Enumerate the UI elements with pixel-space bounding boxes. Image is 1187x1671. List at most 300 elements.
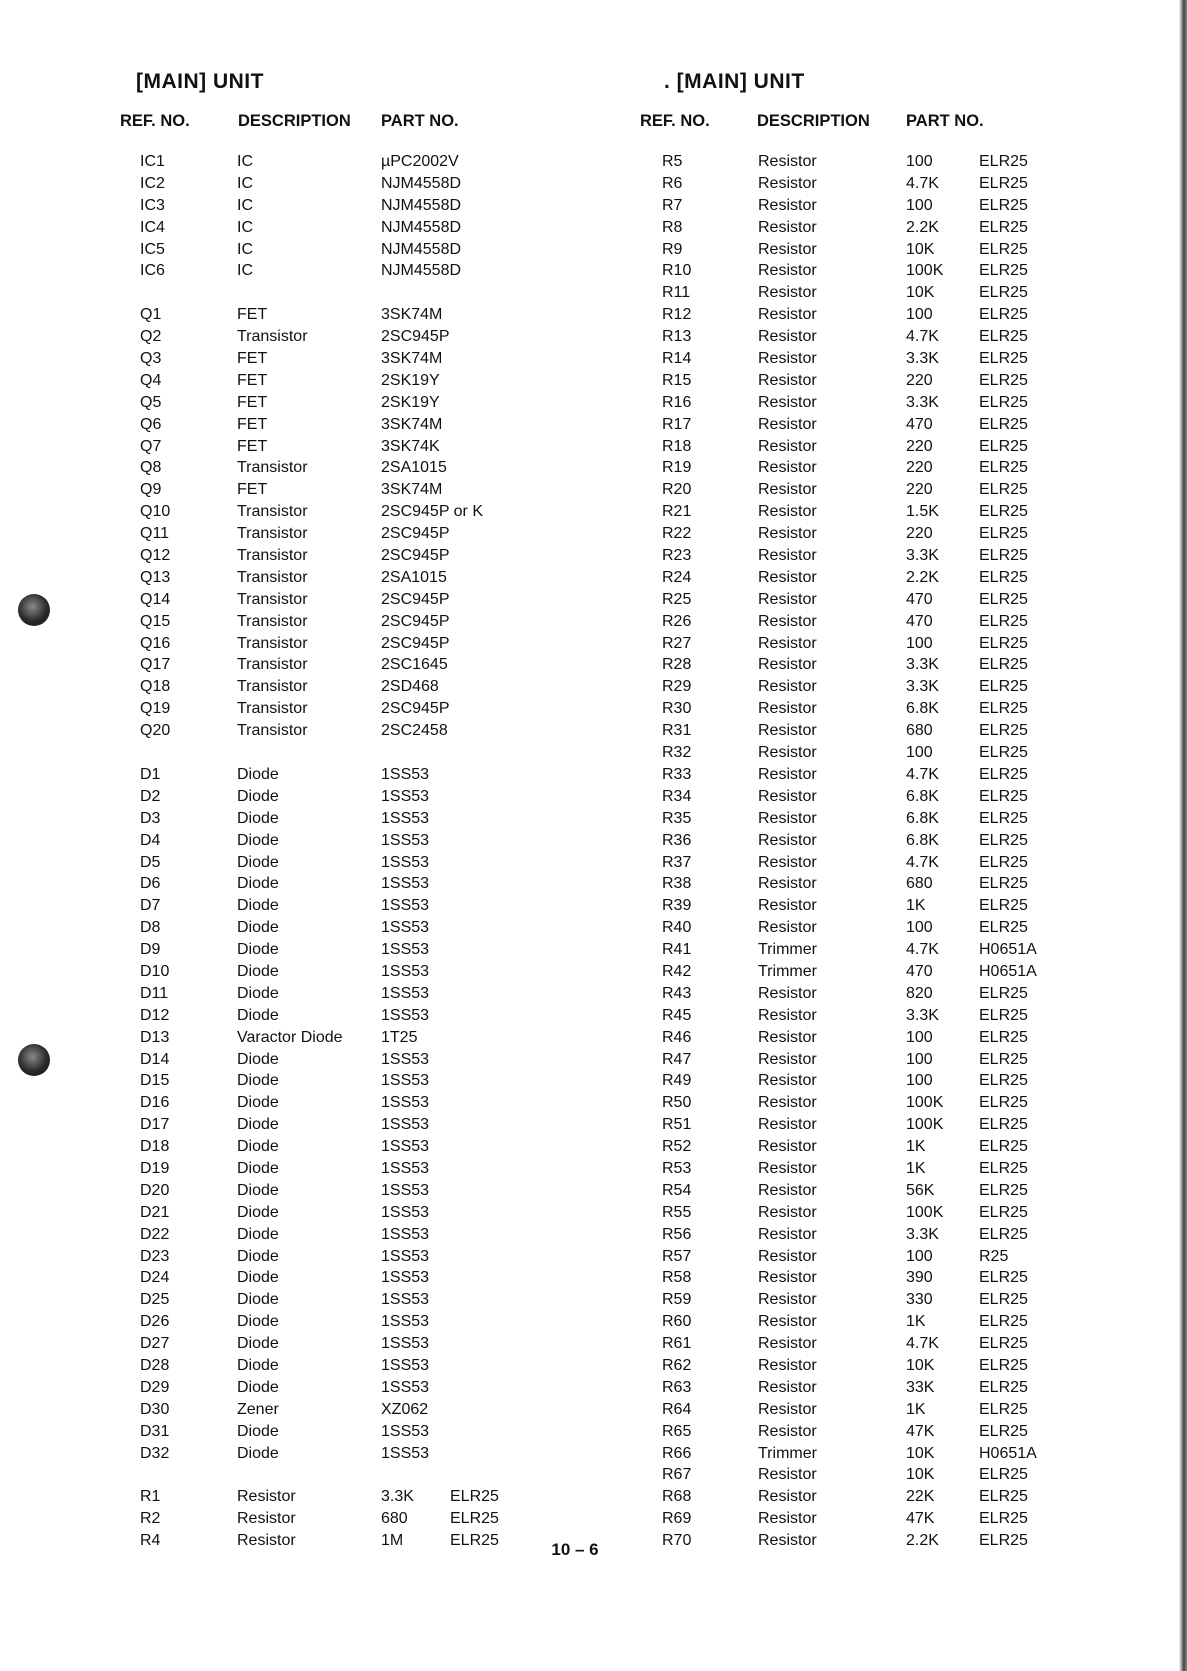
description-cell: Transistor (237, 568, 308, 586)
part-spec-cell: ELR25 (979, 459, 1028, 477)
ref-no-cell: D16 (140, 1094, 170, 1112)
part-no-cell: 33K (906, 1378, 935, 1396)
ref-no-cell: R45 (662, 1006, 692, 1024)
description-cell: Diode (237, 962, 279, 980)
description-cell: Resistor (758, 634, 817, 652)
description-cell: FET (237, 393, 268, 411)
part-spec-cell: ELR25 (979, 481, 1028, 499)
part-no-cell: 1SS53 (381, 875, 430, 893)
ref-no-cell: D21 (140, 1203, 170, 1221)
part-no-cell: 1SS53 (381, 765, 430, 783)
description-cell: Diode (237, 919, 279, 937)
ref-no-cell: R64 (662, 1400, 692, 1418)
description-cell: Diode (237, 1116, 279, 1134)
part-spec-cell: ELR25 (979, 656, 1028, 674)
part-no-cell: 100K (906, 1203, 944, 1221)
ref-no-cell: R63 (662, 1378, 692, 1396)
ref-no-cell: Q12 (140, 547, 171, 565)
part-no-cell: 4.7K (906, 941, 939, 959)
description-cell: Resistor (758, 919, 817, 937)
description-cell: Resistor (758, 1116, 817, 1134)
part-spec-cell: ELR25 (979, 984, 1028, 1002)
part-spec-cell: ELR25 (979, 1094, 1028, 1112)
description-cell: Resistor (758, 1181, 817, 1199)
description-cell: Resistor (758, 1006, 817, 1024)
part-no-cell: 1SS53 (381, 809, 430, 827)
part-no-cell: 22K (906, 1488, 935, 1506)
part-no-cell: NJM4558D (381, 240, 462, 258)
ref-no-cell: Q15 (140, 612, 171, 630)
ref-no-cell: R13 (662, 328, 692, 346)
description-cell: IC (237, 174, 253, 192)
description-cell: Diode (237, 1094, 279, 1112)
part-no-cell: 820 (906, 984, 933, 1002)
ref-no-cell: D19 (140, 1159, 170, 1177)
part-no-cell: 1SS53 (381, 1378, 430, 1396)
part-no-cell: 220 (906, 459, 933, 477)
part-no-cell: 390 (906, 1269, 933, 1287)
part-no-cell: 4.7K (906, 853, 939, 871)
part-no-cell: 470 (906, 590, 933, 608)
part-spec-cell: ELR25 (979, 1291, 1028, 1309)
part-spec-cell: ELR25 (979, 809, 1028, 827)
description-cell: Diode (237, 1181, 279, 1199)
ref-no-cell: D13 (140, 1028, 170, 1046)
ref-no-cell: Q20 (140, 722, 171, 740)
ref-no-cell: Q10 (140, 503, 171, 521)
part-no-cell: 3.3K (906, 656, 939, 674)
ref-no-cell: D29 (140, 1378, 170, 1396)
ref-no-cell: D20 (140, 1181, 170, 1199)
part-no-cell: 100 (906, 306, 933, 324)
description-cell: Diode (237, 1247, 279, 1265)
description-cell: IC (237, 218, 253, 236)
part-no-cell: 4.7K (906, 174, 939, 192)
part-no-cell: 2SA1015 (381, 568, 447, 586)
ref-no-cell: Q8 (140, 459, 162, 477)
ref-no-cell: Q2 (140, 328, 162, 346)
part-no-cell: 10K (906, 1466, 935, 1484)
part-no-cell: 2SC945P (381, 328, 450, 346)
ref-no-cell: R58 (662, 1269, 692, 1287)
part-no-cell: 2SC945P (381, 547, 450, 565)
part-no-cell: 47K (906, 1422, 935, 1440)
part-spec-cell: ELR25 (979, 1335, 1028, 1353)
part-spec-cell: ELR25 (450, 1488, 499, 1506)
part-spec-cell: ELR25 (979, 1138, 1028, 1156)
description-cell: Diode (237, 984, 279, 1002)
header-description: DESCRIPTION (757, 112, 870, 130)
ref-no-cell: R27 (662, 634, 692, 652)
ref-no-cell: R25 (662, 590, 692, 608)
description-cell: Resistor (758, 678, 817, 696)
ref-no-cell: R52 (662, 1138, 692, 1156)
ref-no-cell: IC6 (140, 262, 165, 280)
part-spec-cell: ELR25 (450, 1510, 499, 1528)
description-cell: Resistor (758, 1400, 817, 1418)
description-cell: Diode (237, 875, 279, 893)
description-cell: FET (237, 415, 268, 433)
description-cell: Resistor (758, 744, 817, 762)
ref-no-cell: D15 (140, 1072, 170, 1090)
part-no-cell: 1SS53 (381, 1072, 430, 1090)
part-no-cell: 1SS53 (381, 962, 430, 980)
description-cell: FET (237, 481, 268, 499)
part-spec-cell: ELR25 (979, 700, 1028, 718)
description-cell: Diode (237, 809, 279, 827)
description-cell: Trimmer (758, 941, 817, 959)
part-no-cell: 2SC945P (381, 700, 450, 718)
part-no-cell: NJM4558D (381, 196, 462, 214)
part-no-cell: 1K (906, 1400, 926, 1418)
part-spec-cell: H0651A (979, 1444, 1037, 1462)
ref-no-cell: R57 (662, 1247, 692, 1265)
part-spec-cell: ELR25 (979, 1159, 1028, 1177)
ref-no-cell: Q7 (140, 437, 162, 455)
part-spec-cell: ELR25 (979, 525, 1028, 543)
description-cell: Resistor (758, 1422, 817, 1440)
ref-no-cell: R33 (662, 765, 692, 783)
ref-no-cell: R17 (662, 415, 692, 433)
ref-no-cell: D2 (140, 787, 161, 805)
description-cell: FET (237, 350, 268, 368)
part-spec-cell: ELR25 (979, 634, 1028, 652)
ref-no-cell: R69 (662, 1510, 692, 1528)
part-no-cell: 2SC945P (381, 634, 450, 652)
ref-no-cell: Q16 (140, 634, 171, 652)
ref-no-cell: Q9 (140, 481, 162, 499)
part-no-cell: 1K (906, 897, 926, 915)
description-cell: Resistor (237, 1532, 296, 1550)
part-spec-cell: ELR25 (979, 306, 1028, 324)
description-cell: Resistor (758, 174, 817, 192)
description-cell: Resistor (758, 612, 817, 630)
ref-no-cell: R14 (662, 350, 692, 368)
part-no-cell: 2SC1645 (381, 656, 448, 674)
ref-no-cell: R40 (662, 919, 692, 937)
part-spec-cell: ELR25 (979, 897, 1028, 915)
description-cell: Resistor (758, 1466, 817, 1484)
ref-no-cell: R1 (140, 1488, 161, 1506)
description-cell: Resistor (758, 1072, 817, 1090)
part-no-cell: 3.3K (906, 547, 939, 565)
part-spec-cell: ELR25 (979, 284, 1028, 302)
ref-no-cell: R35 (662, 809, 692, 827)
ref-no-cell: D30 (140, 1400, 170, 1418)
part-spec-cell: ELR25 (979, 393, 1028, 411)
ref-no-cell: R42 (662, 962, 692, 980)
description-cell: Resistor (758, 1378, 817, 1396)
part-spec-cell: ELR25 (979, 590, 1028, 608)
ref-no-cell: Q13 (140, 568, 171, 586)
description-cell: Resistor (758, 284, 817, 302)
part-no-cell: 2SC945P (381, 525, 450, 543)
description-cell: Diode (237, 1159, 279, 1177)
description-cell: Resistor (758, 525, 817, 543)
part-no-cell: 220 (906, 481, 933, 499)
description-cell: Resistor (758, 765, 817, 783)
part-no-cell: 3.3K (906, 350, 939, 368)
description-cell: Resistor (758, 1028, 817, 1046)
part-no-cell: 1SS53 (381, 1269, 430, 1287)
ref-no-cell: R2 (140, 1510, 161, 1528)
ref-no-cell: D23 (140, 1247, 170, 1265)
ref-no-cell: Q11 (140, 525, 170, 543)
description-cell: Resistor (758, 1291, 817, 1309)
part-no-cell: 3.3K (906, 678, 939, 696)
part-no-cell: 1K (906, 1159, 926, 1177)
ref-no-cell: R36 (662, 831, 692, 849)
description-cell: Diode (237, 853, 279, 871)
ref-no-cell: R24 (662, 568, 692, 586)
ref-no-cell: Q14 (140, 590, 171, 608)
description-cell: Resistor (758, 1050, 817, 1068)
ref-no-cell: Q18 (140, 678, 171, 696)
part-no-cell: 1SS53 (381, 1050, 430, 1068)
description-cell: Resistor (758, 568, 817, 586)
part-spec-cell: ELR25 (979, 328, 1028, 346)
part-no-cell: 6.8K (906, 809, 939, 827)
ref-no-cell: D6 (140, 875, 161, 893)
part-no-cell: 1T25 (381, 1028, 418, 1046)
part-no-cell: 100 (906, 1028, 933, 1046)
part-no-cell: 1K (906, 1138, 926, 1156)
description-cell: Diode (237, 897, 279, 915)
description-cell: IC (237, 153, 253, 170)
part-no-cell: 1SS53 (381, 1291, 430, 1309)
ref-no-cell: R46 (662, 1028, 692, 1046)
part-no-cell: 1.5K (906, 503, 939, 521)
ref-no-cell: R29 (662, 678, 692, 696)
part-no-cell: 2.2K (906, 568, 939, 586)
description-cell: Diode (237, 1444, 279, 1462)
part-no-cell: 1SS53 (381, 897, 430, 915)
ref-no-cell: R66 (662, 1444, 692, 1462)
part-no-cell: 10K (906, 1356, 935, 1374)
part-no-cell: 100 (906, 1247, 933, 1265)
description-cell: Resistor (758, 809, 817, 827)
part-no-cell: 470 (906, 612, 933, 630)
ref-no-cell: R43 (662, 984, 692, 1002)
description-cell: Resistor (237, 1488, 296, 1506)
description-cell: Diode (237, 1225, 279, 1243)
ref-no-cell: Q17 (140, 656, 171, 674)
part-no-cell: 4.7K (906, 765, 939, 783)
part-spec-cell: ELR25 (979, 1028, 1028, 1046)
part-no-cell: NJM4558D (381, 174, 462, 192)
ref-no-cell: R39 (662, 897, 692, 915)
description-cell: Resistor (758, 393, 817, 411)
part-spec-cell: ELR25 (979, 568, 1028, 586)
description-cell: Resistor (758, 853, 817, 871)
ref-no-cell: R51 (662, 1116, 692, 1134)
part-no-cell: 100 (906, 196, 933, 214)
part-no-cell: 3.3K (906, 393, 939, 411)
description-cell: Resistor (758, 262, 817, 280)
description-cell: Resistor (758, 437, 817, 455)
description-cell: Resistor (758, 722, 817, 740)
part-spec-cell: H0651A (979, 962, 1037, 980)
ref-no-cell: R70 (662, 1532, 692, 1550)
page-number: 10 – 6 (551, 1540, 599, 1559)
part-spec-cell: ELR25 (979, 1116, 1028, 1134)
description-cell: Resistor (758, 1269, 817, 1287)
part-spec-cell: ELR25 (979, 1378, 1028, 1396)
part-spec-cell: ELR25 (979, 1225, 1028, 1243)
ref-no-cell: R18 (662, 437, 692, 455)
description-cell: Diode (237, 1356, 279, 1374)
ref-no-cell: D4 (140, 831, 161, 849)
unit-title-right: . [MAIN] UNIT (664, 70, 805, 93)
part-no-cell: 10K (906, 1444, 935, 1462)
description-cell: Resistor (758, 1247, 817, 1265)
ref-no-cell: D10 (140, 962, 170, 980)
punch-hole-lower (18, 1044, 50, 1076)
unit-title-left: [MAIN] UNIT (136, 70, 264, 93)
part-no-cell: 1SS53 (381, 1094, 430, 1112)
part-no-cell: 1SS53 (381, 1006, 430, 1024)
description-cell: Diode (237, 1291, 279, 1309)
ref-no-cell: D22 (140, 1225, 170, 1243)
ref-no-cell: IC2 (140, 174, 165, 192)
part-no-cell: 2SC945P (381, 590, 450, 608)
part-no-cell: 1SS53 (381, 1159, 430, 1177)
part-no-cell: 470 (906, 962, 933, 980)
header-ref-no: REF. NO. (120, 112, 190, 130)
part-no-cell: 100K (906, 262, 944, 280)
header-ref-no: REF. NO. (640, 112, 710, 130)
part-no-cell: XZ062 (381, 1400, 429, 1418)
part-no-cell: 100 (906, 634, 933, 652)
part-no-cell: NJM4558D (381, 218, 462, 236)
ref-no-cell: D17 (140, 1116, 170, 1134)
part-no-cell: 2SA1015 (381, 459, 447, 477)
ref-no-cell: R38 (662, 875, 692, 893)
part-spec-cell: ELR25 (979, 1466, 1028, 1484)
ref-no-cell: D7 (140, 897, 161, 915)
ref-no-cell: D26 (140, 1313, 170, 1331)
part-no-cell: 6.8K (906, 700, 939, 718)
description-cell: Resistor (758, 218, 817, 236)
ref-no-cell: D25 (140, 1291, 170, 1309)
part-spec-cell: ELR25 (979, 1072, 1028, 1090)
part-no-cell: 3SK74K (381, 437, 440, 455)
description-cell: Resistor (758, 1510, 817, 1528)
ref-no-cell: R16 (662, 393, 692, 411)
part-spec-cell: H0651A (979, 941, 1037, 959)
description-cell: Resistor (758, 481, 817, 499)
ref-no-cell: R9 (662, 240, 683, 258)
part-spec-cell: ELR25 (979, 875, 1028, 893)
part-spec-cell: ELR25 (979, 350, 1028, 368)
description-cell: Transistor (237, 590, 308, 608)
ref-no-cell: D24 (140, 1269, 170, 1287)
description-cell: Resistor (758, 1313, 817, 1331)
ref-no-cell: D12 (140, 1006, 170, 1024)
ref-no-cell: Q5 (140, 393, 162, 411)
part-no-cell: µPC2002V (381, 153, 459, 170)
description-cell: FET (237, 437, 268, 455)
description-cell: Diode (237, 1006, 279, 1024)
part-no-cell: 1SS53 (381, 1181, 430, 1199)
description-cell: Diode (237, 1269, 279, 1287)
description-cell: Diode (237, 1378, 279, 1396)
ref-no-cell: D18 (140, 1138, 170, 1156)
part-no-cell: 220 (906, 371, 933, 389)
description-cell: Resistor (758, 1532, 817, 1550)
description-cell: Transistor (237, 678, 308, 696)
part-no-cell: 680 (906, 722, 933, 740)
ref-no-cell: R4 (140, 1532, 161, 1550)
part-spec-cell: ELR25 (979, 1050, 1028, 1068)
part-spec-cell: ELR25 (979, 415, 1028, 433)
ref-no-cell: D27 (140, 1335, 170, 1353)
ref-no-cell: R67 (662, 1466, 692, 1484)
description-cell: Resistor (758, 371, 817, 389)
description-cell: Resistor (758, 1356, 817, 1374)
ref-no-cell: R8 (662, 218, 683, 236)
description-cell: Transistor (237, 525, 308, 543)
part-no-cell: 470 (906, 415, 933, 433)
part-spec-cell: ELR25 (979, 503, 1028, 521)
part-no-cell: 330 (906, 1291, 933, 1309)
part-no-cell: 1SS53 (381, 1247, 430, 1265)
ref-no-cell: R15 (662, 371, 692, 389)
description-cell: Resistor (758, 590, 817, 608)
part-spec-cell: ELR25 (979, 787, 1028, 805)
ref-no-cell: R10 (662, 262, 692, 280)
part-no-cell: 1M (381, 1532, 404, 1550)
part-no-cell: 220 (906, 525, 933, 543)
part-no-cell: 10K (906, 284, 935, 302)
part-no-cell: 6.8K (906, 831, 939, 849)
ref-no-cell: R65 (662, 1422, 692, 1440)
description-cell: Resistor (758, 1335, 817, 1353)
description-cell: Diode (237, 787, 279, 805)
ref-no-cell: R21 (662, 503, 692, 521)
ref-no-cell: D8 (140, 919, 161, 937)
ref-no-cell: Q3 (140, 350, 162, 368)
description-cell: Resistor (758, 1138, 817, 1156)
part-no-cell: 1SS53 (381, 831, 430, 849)
part-no-cell: 1SS53 (381, 1356, 430, 1374)
ref-no-cell: Q19 (140, 700, 171, 718)
ref-no-cell: R55 (662, 1203, 692, 1221)
description-cell: Resistor (758, 1159, 817, 1177)
ref-no-cell: R37 (662, 853, 692, 871)
description-cell: Resistor (758, 415, 817, 433)
ref-no-cell: D5 (140, 853, 161, 871)
description-cell: Transistor (237, 722, 308, 740)
part-no-cell: 1SS53 (381, 787, 430, 805)
ref-no-cell: D3 (140, 809, 161, 827)
ref-no-cell: R12 (662, 306, 692, 324)
description-cell: Diode (237, 1422, 279, 1440)
ref-no-cell: R53 (662, 1159, 692, 1177)
part-no-cell: 100K (906, 1116, 944, 1134)
ref-no-cell: D31 (140, 1422, 170, 1440)
part-spec-cell: ELR25 (979, 1269, 1028, 1287)
part-spec-cell: ELR25 (979, 1313, 1028, 1331)
ref-no-cell: R34 (662, 787, 692, 805)
description-cell: Transistor (237, 547, 308, 565)
part-spec-cell: ELR25 (979, 853, 1028, 871)
part-no-cell: 2.2K (906, 218, 939, 236)
part-no-cell: 1SS53 (381, 1335, 430, 1353)
part-no-cell: 3SK74M (381, 306, 443, 324)
part-no-cell: 2SC945P (381, 612, 450, 630)
part-spec-cell: ELR25 (979, 678, 1028, 696)
